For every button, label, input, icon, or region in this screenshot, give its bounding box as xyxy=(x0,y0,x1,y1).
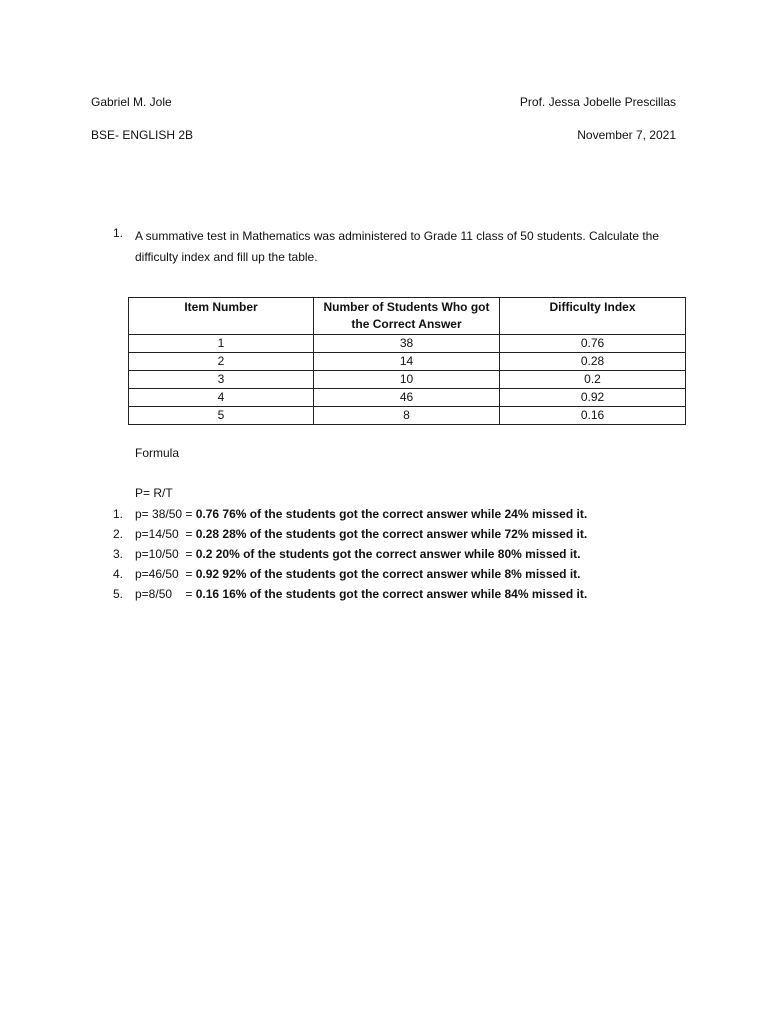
cell-item-number: 3 xyxy=(129,371,314,389)
cell-correct-count: 8 xyxy=(314,407,500,425)
solution-number: 4. xyxy=(113,567,124,581)
author-name: Gabriel M. Jole xyxy=(91,95,172,109)
header-item-number: Item Number xyxy=(129,298,314,335)
difficulty-index-table xyxy=(128,297,686,425)
cell-difficulty-index: 0.28 xyxy=(500,353,686,371)
solution-result: 0.92 92% of the students got the correct answer while 8% missed it. xyxy=(195,567,581,581)
cell-correct-count: 38 xyxy=(314,335,500,353)
cell-correct-count: 14 xyxy=(314,353,500,371)
table-row xyxy=(129,371,686,389)
solution-result: 0.16 16% of the students got the correct answer while 84% missed it. xyxy=(195,587,588,601)
cell-correct-count: 46 xyxy=(314,389,500,407)
cell-difficulty-index: 0.76 xyxy=(500,335,686,353)
table-header-row xyxy=(129,298,686,335)
formula-heading: Formula xyxy=(135,446,180,460)
document-date: November 7, 2021 xyxy=(577,128,676,142)
question-number: 1. xyxy=(113,226,124,240)
header-correct-count: Number of Students Who got the Correct Answer xyxy=(314,298,500,335)
table-row xyxy=(129,353,686,371)
cell-item-number: 1 xyxy=(129,335,314,353)
cell-item-number: 2 xyxy=(129,353,314,371)
course-section: BSE- ENGLISH 2B xyxy=(91,128,194,142)
table-row xyxy=(129,407,686,425)
list-item xyxy=(113,504,587,524)
cell-difficulty-index: 0.16 xyxy=(500,407,686,425)
cell-correct-count: 10 xyxy=(314,371,500,389)
solution-number: 2. xyxy=(113,527,124,541)
solution-result: 0.2 20% of the students got the correct answer while 80% missed it. xyxy=(195,547,581,561)
solution-result: 0.28 28% of the students got the correct answer while 72% missed it. xyxy=(195,527,588,541)
solution-calc: p=46/50 = xyxy=(135,567,196,581)
solution-result: 0.76 76% of the students got the correct answer while 24% missed it. xyxy=(195,507,588,521)
solution-number: 5. xyxy=(113,587,124,601)
solution-calc: p=14/50 = xyxy=(135,527,196,541)
professor-name: Prof. Jessa Jobelle Prescillas xyxy=(519,95,676,109)
cell-difficulty-index: 0.92 xyxy=(500,389,686,407)
solutions-list xyxy=(113,504,587,604)
list-item xyxy=(113,564,587,584)
table-row xyxy=(129,335,686,353)
question-text: A summative test in Mathematics was administered to Grade 11 class of 50 students. Calculate the difficulty index and fill up the table. xyxy=(135,229,660,264)
list-item xyxy=(113,524,587,544)
cell-item-number: 4 xyxy=(129,389,314,407)
list-item xyxy=(113,584,587,604)
header-difficulty-index: Difficulty Index xyxy=(500,298,686,335)
solution-number: 3. xyxy=(113,547,124,561)
solution-calc: p=8/50 = xyxy=(135,587,196,601)
cell-item-number: 5 xyxy=(129,407,314,425)
solution-calc: p= 38/50 = xyxy=(135,507,196,521)
solution-calc: p=10/50 = xyxy=(135,547,196,561)
formula-expression: P= R/T xyxy=(135,486,173,500)
solution-number: 1. xyxy=(113,507,124,521)
table-row xyxy=(129,389,686,407)
cell-difficulty-index: 0.2 xyxy=(500,371,686,389)
list-item xyxy=(113,544,587,564)
